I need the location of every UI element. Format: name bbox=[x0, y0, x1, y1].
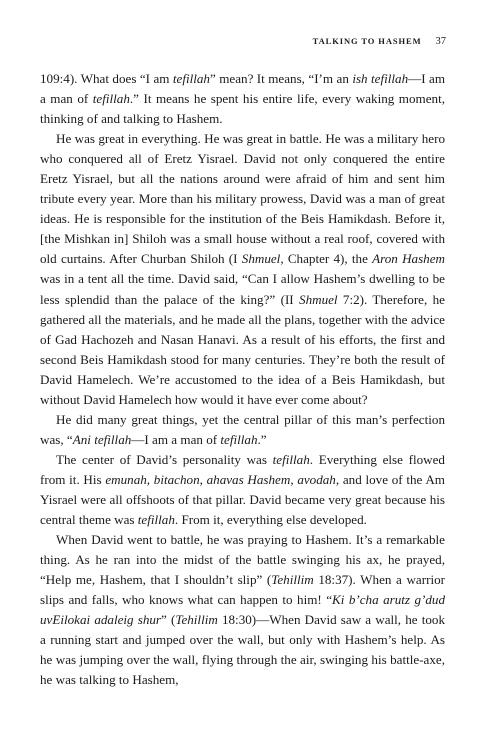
page-number: 37 bbox=[435, 36, 446, 47]
text-run: —I am a man of bbox=[131, 431, 221, 447]
text-run: —I am a man of bbox=[40, 71, 445, 107]
italic-text: ish tefillah bbox=[352, 71, 409, 86]
italic-text: tefillah bbox=[220, 431, 258, 447]
text-run: He was great in everything. He was great in battle. He was a military hero who conquered all of Eretz Yisrael. David not only conquered the entire Eretz Yisrael, but all the nations around were afraid of him and sent him tribute every year. More than his military prowess, David was a man of great ideas. He is responsible for the institution of the Beis Hamikdash. Before it, [the Mishkan in] Shiloh was a small house without a real roof, covered with old curtains. After Churban Shiloh (I bbox=[40, 131, 445, 267]
italic-text: Shmuel bbox=[241, 251, 281, 267]
text-run: , and love of the Am Yisrael were all offshoots of that pillar. David became very great because his central theme was bbox=[40, 471, 445, 528]
italic-text: tefillah bbox=[172, 71, 210, 86]
text-run: . From it, everything else developed. bbox=[174, 512, 367, 528]
italic-text: Ani tefillah bbox=[72, 431, 132, 447]
italic-text: Tehillim bbox=[271, 572, 314, 588]
paragraph bbox=[40, 129, 445, 410]
text-run: 18:37). When a warrior slips and falls, who knows what can happen to him! “ bbox=[40, 572, 445, 608]
paragraph bbox=[40, 410, 445, 450]
text-run: . Everything else flowed from it. His bbox=[40, 451, 445, 487]
text-run: .” bbox=[257, 431, 267, 447]
text-run: ” mean? It means, “I’m an bbox=[209, 71, 353, 86]
text-run: .” It means he spent his entire life, every waking moment, thinking of and talking to Hashem. bbox=[40, 91, 445, 127]
italic-text: tefillah bbox=[272, 451, 310, 467]
running-title: TALKING TO HASHEM bbox=[312, 36, 422, 46]
text-run: He did many great things, yet the central pillar of this man’s perfection was, “ bbox=[40, 411, 445, 447]
body-text bbox=[40, 69, 445, 690]
italic-text: Ki b’cha arutz g’dud uvEilokai adaleig shur bbox=[40, 592, 446, 628]
text-run: The center of David’s personality was bbox=[56, 451, 273, 467]
italic-text: Shmuel bbox=[299, 291, 338, 307]
running-header bbox=[313, 36, 446, 47]
paragraph bbox=[40, 530, 445, 690]
text-run: , Chapter 4), the bbox=[280, 251, 373, 267]
paragraph bbox=[40, 69, 445, 129]
paragraph bbox=[40, 450, 445, 530]
text-run: 18:30)—When David saw a wall, he took a running start and jumped over the wall, but only with Hashem’s help. As he was jumping over the wall, flying through the air, swinging his battle-axe, he was talking to Hashem, bbox=[40, 612, 445, 688]
text-run: was in a tent all the time. David said, “Can I allow Hashem’s dwelling to be less splendid than the palace of the king?” (II bbox=[40, 271, 445, 307]
italic-text: tefillah bbox=[137, 512, 175, 528]
text-run: When David went to battle, he was praying to Hashem. It’s a remarkable thing. As he ran into the midst of the battle swinging his ax, he prayed, “Help me, Hashem, that I shouldn’t slip” ( bbox=[40, 532, 445, 588]
text-run: 109:4). What does “I am bbox=[40, 71, 173, 86]
text-run: ” ( bbox=[161, 612, 176, 628]
italic-text: Tehillim bbox=[175, 612, 218, 628]
italic-text: tefillah bbox=[92, 91, 130, 107]
italic-text: emunah, bitachon, ahavas Hashem, avodah bbox=[105, 471, 336, 487]
text-run: 7:2). Therefore, he gathered all the materials, and he made all the plans, together with the advice of Gad Hachozeh and Nasan Hanavi. As a result of his efforts, the first and second Beis Hamikdash stood for many centuries. They’re both the result of David Hamelech. We’re accustomed to the idea of a Beis Hamikdash, but without David Hamelech how would it have ever come about? bbox=[40, 291, 445, 407]
italic-text: Aron Hashem bbox=[372, 251, 445, 267]
